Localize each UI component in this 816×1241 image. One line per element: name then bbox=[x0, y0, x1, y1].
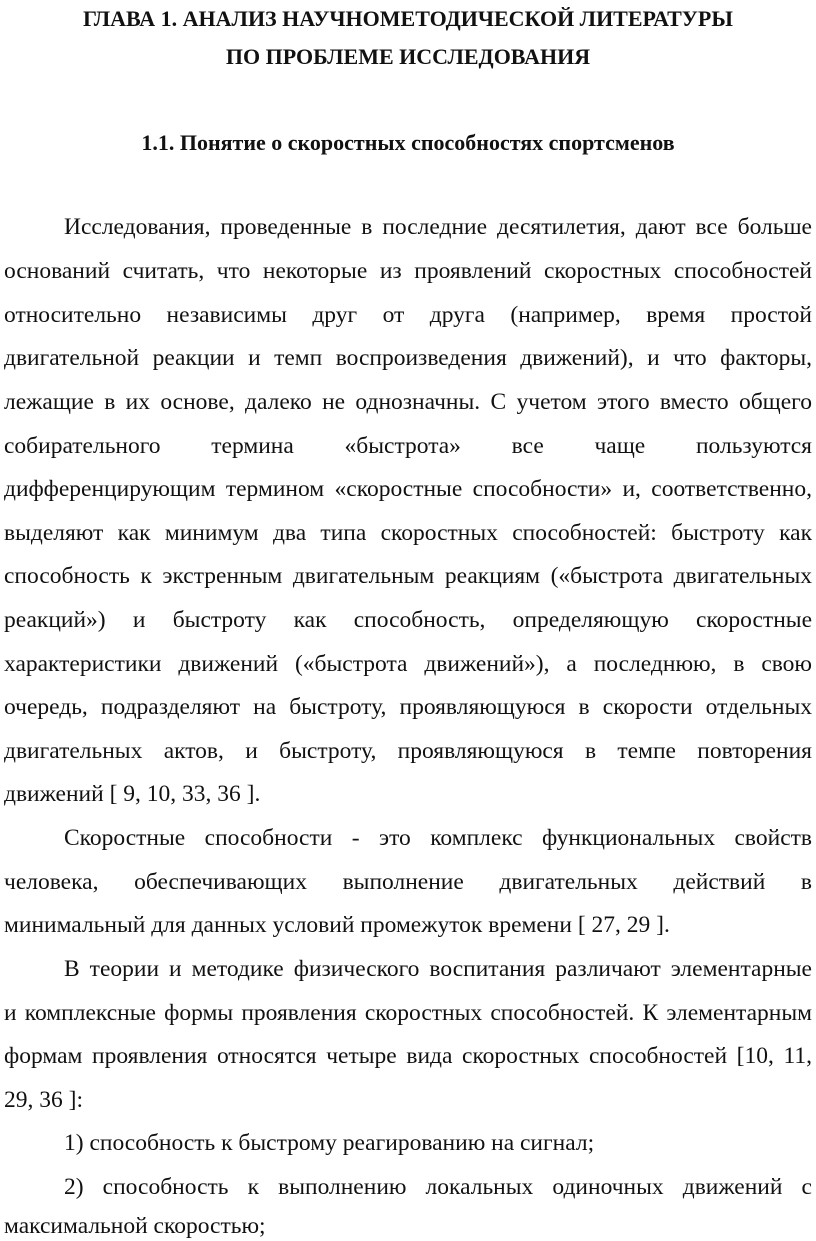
text-line: реакций») и быстроту как способность, определяющую скоростные bbox=[4, 607, 812, 633]
text-line: дифференцирующим термином «скоростные способности» и, соответственно, bbox=[4, 476, 812, 502]
text-line: Скоростные способности - это комплекс функциональных свойств bbox=[64, 825, 812, 851]
text-line: двигательной реакции и темп воспроизведения движений), и что факторы, bbox=[4, 345, 812, 371]
list-item: 1) способность к быстрому реагированию на сигнал; bbox=[64, 1130, 595, 1156]
text-line: 29, 36 ]: bbox=[4, 1087, 83, 1113]
text-line: В теории и методике физического воспитания различают элементарные bbox=[64, 956, 812, 982]
text-line: и комплексные формы проявления скоростных способностей. К элементарным bbox=[4, 1000, 812, 1026]
text-line: человека, обеспечивающих выполнение двигательных действий в bbox=[4, 869, 812, 895]
text-line: характеристики движений («быстрота движений»), а последнюю, в свою bbox=[4, 651, 812, 677]
text-line: выделяют как минимум два типа скоростных способностей: быстроту как bbox=[4, 520, 812, 546]
chapter-title-line-2: ПО ПРОБЛЕМЕ ИССЛЕДОВАНИЯ bbox=[225, 44, 591, 69]
text-line: способность к экстренным двигательным реакциям («быстрота двигательных bbox=[4, 563, 812, 589]
list-item-continuation: максимальной скоростью; bbox=[4, 1213, 266, 1239]
list-item: 2) способность к выполнению локальных одиночных движений с bbox=[64, 1174, 812, 1200]
text-line: оснований считать, что некоторые из проявлений скоростных способностей bbox=[4, 258, 812, 284]
chapter-title-line-1: ГЛАВА 1. АНАЛИЗ НАУЧНОМЕТОДИЧЕСКОЙ ЛИТЕРАТУРЫ bbox=[83, 6, 733, 31]
text-line: формам проявления относятся четыре вида скоростных способностей [10, 11, bbox=[4, 1043, 812, 1069]
text-line: движений [ 9, 10, 33, 36 ]. bbox=[4, 781, 261, 807]
section-heading: 1.1. Понятие о скоростных способностях спортсменов bbox=[141, 130, 675, 155]
text-line: двигательных актов, и быстроту, проявляющуюся в темпе повторения bbox=[4, 738, 812, 764]
text-line: Исследования, проведенные в последние десятилетия, дают все больше bbox=[64, 214, 812, 240]
text-line: минимальный для данных условий промежуток времени [ 27, 29 ]. bbox=[4, 912, 670, 938]
text-line: очередь, подразделяют на быстроту, проявляющуюся в скорости отдельных bbox=[4, 694, 812, 720]
text-line: собирательного термина «быстрота» все чаще пользуются bbox=[4, 433, 812, 459]
text-line: относительно независимы друг от друга (например, время простой bbox=[4, 302, 812, 328]
text-line: лежащие в их основе, далеко не однозначны. С учетом этого вместо общего bbox=[4, 389, 812, 415]
